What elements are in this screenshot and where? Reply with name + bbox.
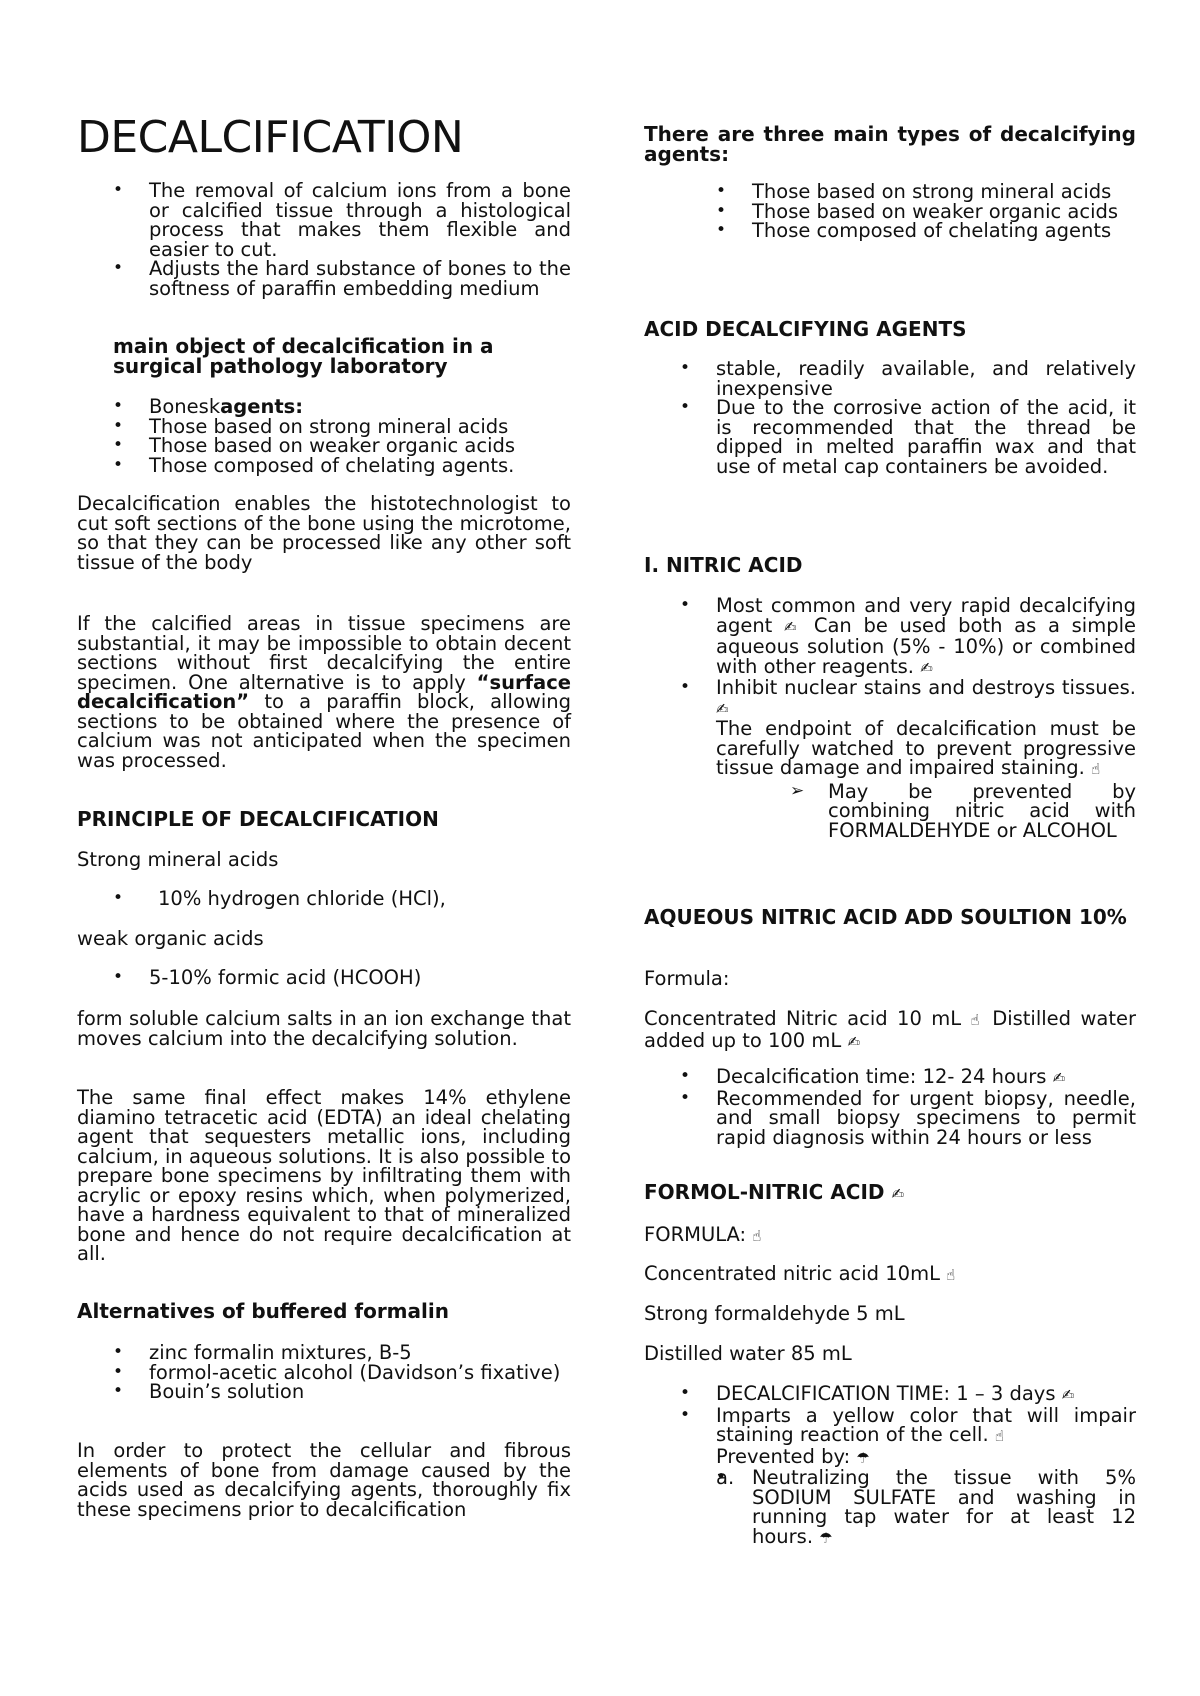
list-item: • 5-10% formic acid (HCOOH): [113, 968, 571, 988]
pointing-hand-icon: ☝: [994, 1427, 1004, 1445]
paragraph-microtome: Decalcification enables the histotechnologist to cut soft sections of the bone using the microtome, so that they can be processed like any other soft tissue of the body: [77, 492, 571, 574]
writing-hand-icon: ✍: [920, 658, 933, 677]
umbrella-icon: ☂: [819, 1528, 833, 1547]
paragraph-surface-decalcification: If the calcified areas in tissue specimens are substantial, it may be impossible to obtain decent sections without first decalcifying the entire specimen. One alternative is to apply “surface decalcification” to a paraffin block, allowing sections to be obtained where the presence of calcium was not anticipated when the specimen was processed.: [77, 612, 571, 772]
paragraph-protect: In order to protect the cellular and fibrous elements of bone from damage caused by the acids used as decalcifying agents, thoroughly fix these specimens prior to decalcification: [77, 1439, 571, 1521]
list-item: • DECALCIFICATION TIME: 1 – 3 days ✍: [680, 1384, 1136, 1406]
acid-agents-list: [680, 359, 1136, 476]
types-heading: There are three main types of decalcifying agents:: [644, 122, 1136, 166]
types-list: [716, 182, 1136, 241]
formol-nitric-heading: FORMOL-NITRIC ACID ✍: [644, 1180, 905, 1204]
list-item: • 10% hydrogen chloride (HCl),: [113, 889, 571, 909]
formula-label: Formula:: [644, 967, 730, 990]
paragraph-edta: The same final effect makes 14% ethylene diamino tetracetic acid (EDTA) an ideal chelating agent that sequesters metallic ions, including calcium, in aqueous solutions. It is also possible to prepare bone specimens by infiltrating them with acrylic or epoxy resins which, when polymerized, have a hardness equivalent to that of mineralized bone and hence do not require decalcification at all.: [77, 1086, 571, 1265]
weak-acids-list: [113, 968, 571, 988]
alternatives-heading: Alternatives of buffered formalin: [77, 1299, 449, 1323]
aqueous-nitric-heading: AQUEOUS NITRIC ACID ADD SOULTION 10%: [644, 905, 1127, 929]
arrow-list: [790, 779, 1136, 842]
list-item: • a. Neutralizing the tissue with 5% SODIUM SULFATE and washing in running tap water for at least 12 hours. ☂: [716, 1468, 1136, 1548]
pointing-hand-icon: ☝: [752, 1227, 762, 1245]
aqueous-list: [680, 1067, 1136, 1147]
list-item: • Boneskagents:: [113, 397, 571, 417]
list-item: • Imparts a yellow color that will impair staining reaction of the cell. ☝ Prevented by: ☂ • a. Neutralizing the tissue with 5% SODIUM SULFATE and washing in running tap water for at least 12 hours. ☂: [680, 1406, 1136, 1549]
formula2-label: FORMULA: ☝: [644, 1223, 762, 1246]
formula2-line-formaldehyde: Strong formaldehyde 5 mL: [644, 1302, 905, 1325]
umbrella-icon: ☂: [856, 1448, 870, 1467]
formula2-line-nitric: Concentrated nitric acid 10mL ☝: [644, 1262, 956, 1285]
writing-hand-icon: ✍: [784, 617, 803, 636]
list-item: • Those based on weaker organic acids: [716, 202, 1136, 222]
nitric-acid-heading: I. NITRIC ACID: [644, 553, 803, 577]
list-item: • formol-acetic alcohol (Davidson’s fixative): [113, 1363, 571, 1383]
list-item: • Due to the corrosive action of the acid, it is recommended that the thread be dipped in melted paraffin wax and that use of metal cap containers be avoided.: [680, 398, 1136, 476]
pointing-hand-icon: ☝: [970, 1011, 983, 1029]
writing-hand-icon: ✍: [1052, 1069, 1066, 1087]
formula-line: Concentrated Nitric acid 10 mL ☝ Distilled water added up to 100 mL ✍: [644, 1007, 1137, 1052]
list-item: • The removal of calcium ions from a bone or calcified tissue through a histological process that makes them flexible and easier to cut.: [113, 181, 571, 259]
list-item: • Inhibit nuclear stains and destroys tissues. ✍ The endpoint of decalcification must be carefully watched to prevent progressive tissue damage and impaired staining. ☝ ➢ May be prevented by combining nitric acid with FORMALDEHYDE or ALCOHOL: [680, 678, 1136, 840]
page-title: DECALCIFICATION: [77, 112, 464, 163]
intro-list: [113, 181, 571, 298]
list-item: • Those based on strong mineral acids: [716, 182, 1136, 202]
formula2-line-water: Distilled water 85 mL: [644, 1342, 852, 1365]
strong-acids-list: [113, 889, 571, 909]
formol-nitric-list: [680, 1384, 1136, 1548]
list-item: ➢ May be prevented by combining nitric acid with FORMALDEHYDE or ALCOHOL: [790, 782, 1136, 841]
list-item: • Those composed of chelating agents.: [113, 456, 571, 476]
pointing-hand-icon: ☝: [946, 1266, 956, 1284]
list-item: • Those based on weaker organic acids: [113, 436, 571, 456]
nitric-acid-list: [680, 596, 1136, 840]
list-item: • Those based on strong mineral acids: [113, 417, 571, 437]
writing-hand-icon: ✍: [1061, 1386, 1075, 1404]
weak-acids-label: weak organic acids: [77, 927, 264, 950]
pointing-hand-icon: ☝: [1091, 760, 1101, 778]
agents-list: [113, 397, 571, 475]
main-object-heading: main object of decalcification in a surgical pathology laboratory: [113, 334, 494, 378]
prevented-list: [716, 1468, 1136, 1548]
acid-agents-heading: ACID DECALCIFYING AGENTS: [644, 317, 967, 341]
alternatives-list: [113, 1343, 571, 1402]
principle-heading: PRINCIPLE OF DECALCIFICATION: [77, 807, 439, 831]
list-item: • Recommended for urgent biopsy, needle, and small biopsy specimens to permit rapid diagnosis within 24 hours or less: [680, 1089, 1136, 1148]
strong-acids-label: Strong mineral acids: [77, 848, 279, 871]
list-item: • Most common and very rapid decalcifying agent ✍ Can be used both as a simple aqueous solution (5% - 10%) or combined with other reagents. ✍: [680, 596, 1136, 678]
writing-hand-icon: ✍: [891, 1185, 905, 1203]
list-item: • Those composed of chelating agents: [716, 221, 1136, 241]
list-item: • zinc formalin mixtures, B-5: [113, 1343, 571, 1363]
writing-hand-icon: ✍: [847, 1032, 861, 1051]
list-item: • Adjusts the hard substance of bones to the softness of paraffin embedding medium: [113, 259, 571, 298]
list-item: • Decalcification time: 12- 24 hours ✍: [680, 1067, 1136, 1089]
list-item: • Bouin’s solution: [113, 1382, 571, 1402]
list-item: • stable, readily available, and relatively inexpensive: [680, 359, 1136, 398]
paragraph-ion-exchange: form soluble calcium salts in an ion exchange that moves calcium into the decalcifying solution.: [77, 1007, 571, 1050]
writing-hand-icon: ✍: [716, 699, 729, 718]
